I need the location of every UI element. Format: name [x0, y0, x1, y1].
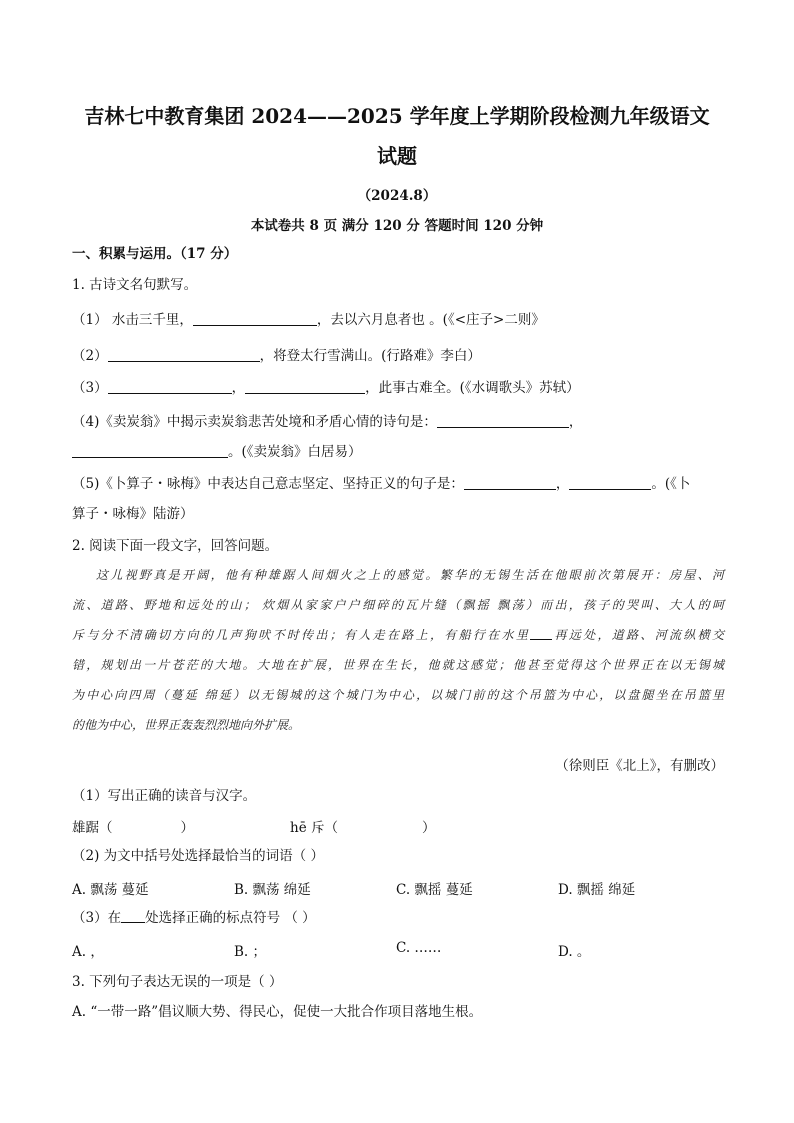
q1-line4	[72, 412, 724, 432]
passage-line: 为中心向四周（蔓延 绵延）以无锡城的这个城门为中心，以城门前的这个吊篮为中心，以盘腿坐在吊篮里	[72, 688, 724, 702]
q2-sub1: （1）写出正确的读音与汉字。	[72, 788, 257, 804]
q2-sub3-text-b: 处选择正确的标点符号 （ ）	[145, 910, 316, 926]
q2-sub3-option-c[interactable]: C. ……	[396, 940, 442, 956]
bracket-close: ）	[180, 820, 194, 836]
passage-line: 这儿视野真是开阔，他有种雄踞人间烟火之上的感觉。繁华的无锡生活在他眼前次第展开：房屋、河	[96, 568, 724, 582]
answer-blank[interactable]	[245, 379, 365, 394]
q1-line3-text-b: ，	[231, 380, 246, 396]
q1-line2	[72, 346, 724, 366]
q1-line6-text-a: （5)《卜算子・咏梅》中表达自己意志坚定、坚持正义的句子是：	[72, 476, 464, 492]
answer-blank[interactable]	[464, 475, 556, 490]
q1-line2-text-b: ，将登太行雪满山。(行路难》李白）	[259, 348, 481, 364]
q3-stem: 3. 下列句子表达无误的一项是（ ）	[72, 974, 283, 990]
answer-blank[interactable]	[108, 347, 260, 362]
q2-stem: 2. 阅读下面一段文字，回答问题。	[72, 538, 279, 554]
punctuation-blank	[530, 627, 552, 640]
q2-sub3-text-a: （3）在	[72, 910, 122, 926]
pinyin-prompt: 雄踞（	[72, 820, 113, 836]
exam-title-line2: 试题	[377, 144, 417, 168]
passage-line	[72, 626, 724, 644]
passage-line-part-a: 斥与分不清确切方向的几声狗吠不时传出；有人走在路上，有船行在水里	[72, 628, 531, 642]
section-heading: 一、积累与运用。（17 分）	[72, 246, 238, 262]
q1-line6-text-b: ，	[555, 476, 570, 492]
q1-line4-text-b: ，	[568, 414, 583, 430]
exam-title-line1: 吉林七中教育集团 2024——2025 学年度上学期阶段检测九年级语文	[84, 104, 710, 128]
passage-line: 错，规划出一片苍茫的大地。大地在扩展，世界在生长，他就这感觉；他甚至觉得这个世界正在以无锡城	[72, 658, 724, 672]
passage-line-part-b: 再远处，道路、河流纵横交	[552, 628, 724, 642]
q2-sub3-option-d[interactable]: D. 。	[558, 944, 591, 960]
q1-line3-text-a: （3）	[72, 380, 108, 396]
answer-blank[interactable]	[193, 311, 317, 326]
q1-line5-text-b: 。(《卖炭翁》白居易）	[228, 444, 362, 460]
q1-line1	[72, 310, 724, 330]
q2-sub2-option-d[interactable]: D. 飘摇 绵延	[558, 882, 636, 898]
q1-line1-text-a: （1） 水击三千里，	[72, 312, 193, 328]
hanzi-prompt: hē 斥（	[290, 820, 338, 836]
q1-line3	[72, 378, 724, 398]
passage-source: （徐则臣《北上》，有删改）	[555, 758, 724, 774]
q2-sub3-option-a[interactable]: A. ，	[72, 944, 104, 960]
answer-blank[interactable]	[72, 443, 228, 458]
q1-line2-text-a: （2）	[72, 348, 108, 364]
q2-sub1-item-a	[72, 816, 194, 836]
q1-line7: 算子・咏梅》陆游）	[72, 506, 194, 522]
q2-sub3	[72, 908, 724, 928]
q2-sub2-option-b[interactable]: B. 飘荡 绵延	[234, 882, 311, 898]
q2-sub2-option-a[interactable]: A. 飘荡 蔓延	[72, 882, 149, 898]
q1-line4-text-a: （4)《卖炭翁》中揭示卖炭翁悲苦处境和矛盾心情的诗句是：	[72, 414, 437, 430]
q2-sub1-item-b	[290, 816, 435, 836]
exam-info: 本试卷共 8 页 满分 120 分 答题时间 120 分钟	[250, 218, 544, 234]
q1-line1-text-b: ，去以六月息者也 。(《<庄子>二则》	[316, 312, 545, 328]
passage-line: 的他为中心，世界正轰轰烈烈地向外扩展。	[72, 718, 301, 732]
q2-sub2: （2) 为文中括号处选择最恰当的词语（ ）	[72, 848, 324, 864]
answer-blank[interactable]	[437, 413, 569, 428]
q2-sub2-option-c[interactable]: C. 飘摇 蔓延	[396, 882, 473, 898]
q1-line3-text-c: ，此事古难全。(《水调歌头》苏轼）	[365, 380, 580, 396]
q2-sub3-option-b[interactable]: B. ；	[234, 944, 267, 960]
passage-line: 流、道路、野地和远处的山； 炊烟从家家户户细碎的瓦片缝（飘摇 飘荡）而出，孩子的哭叫、大人的呵	[72, 598, 724, 612]
punctuation-blank	[121, 910, 145, 923]
q1-line6	[72, 474, 724, 494]
q1-line6-text-c: 。(《卜	[651, 476, 691, 492]
q3-option-a[interactable]: A. “一带一路”倡议顺大势、得民心，促使一大批合作项目落地生根。	[72, 1004, 483, 1020]
answer-blank[interactable]	[569, 475, 651, 490]
bracket-close: ）	[421, 820, 436, 836]
q1-line5	[72, 442, 724, 462]
exam-date: （2024.8）	[357, 188, 437, 204]
q1-stem: 1. 古诗文名句默写。	[72, 277, 198, 293]
answer-blank[interactable]	[108, 379, 232, 394]
